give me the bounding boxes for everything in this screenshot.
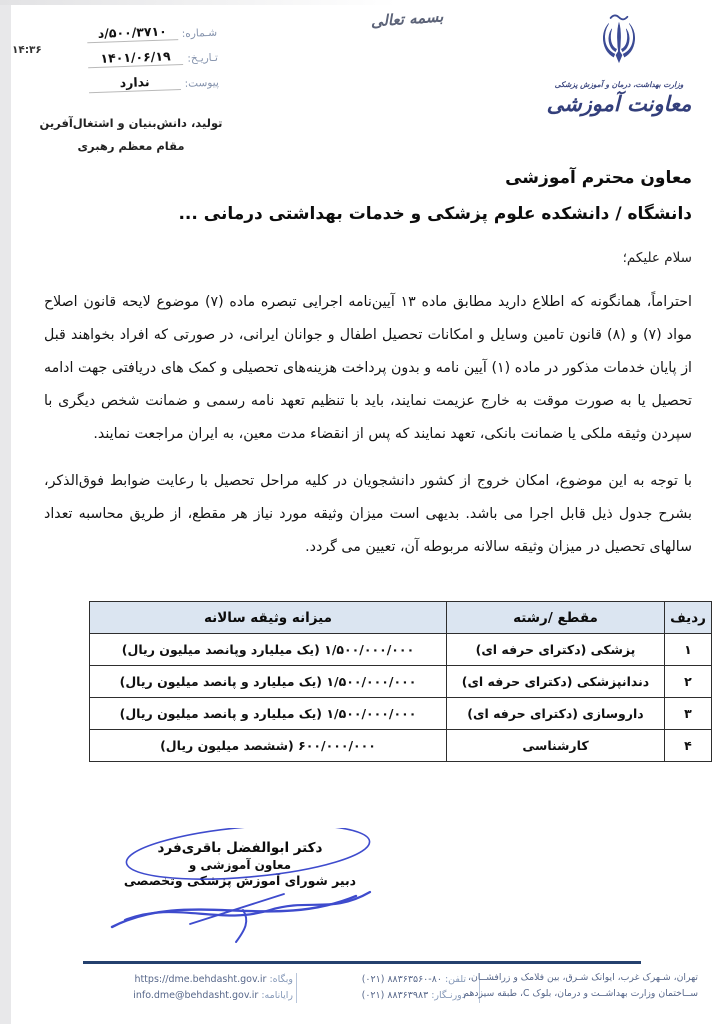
table-row [90,730,712,762]
signer-name: دکتر ابوالفضل باقری‌فرد [157,840,323,856]
letter-date-row [88,47,219,69]
col-header-degree: مقطع /رشته [447,602,665,634]
letter-attachment-row [88,72,219,94]
signer-title-1: معاون آموزشی و [188,858,292,872]
footer-web-column [85,972,293,1003]
scan-edge [0,0,11,1024]
body-paragraph-2: با توجه به این موضوع، امکان خروج از کشور دانشجویان در کلیه مراحل تحصیل با رعایت ضوابط فوق‌الذکر، بشرح جدول ذیل قابل اجرا می باشد. بدیهی است میزان وثیقه مورد نیاز هر مقطع، از طریق محاسبه تعداد سالهای تحصیل در میزان وثیقه سالانه مربوطه آن، تعیین می گردد. [44,473,692,555]
table-row [90,634,712,666]
table-row [90,666,712,698]
row-number: ۲ [665,666,712,698]
signature-block [95,840,385,888]
deputy-name: معاونت آموزشی [546,92,692,116]
col-header-row-number: ردیف [665,602,712,634]
phone-row [300,972,466,988]
degree-cell: کارشناسی [447,730,665,762]
recipient-block [30,160,692,232]
attachment-value: ندارد [88,73,180,93]
table-row [90,698,712,730]
scan-time: ۱۴:۳۶ [12,44,42,56]
row-number: ۱ [665,634,712,666]
footer-divider-rule [83,961,641,964]
fax-label: دورنـگار: [431,989,466,1001]
degree-cell: داروسازی (دکترای حرفه ای) [447,698,665,730]
recipient-line2: دانشگاه / دانشکده علوم پزشکی و خدمات بهداشتی درمانی ... [178,204,692,224]
scan-edge-top [0,0,397,5]
body-paragraph-1: احتراماً، همانگونه که اطلاع دارید مطابق ماده ۱۳ آیین‌نامه اجرایی تبصره ماده (۷) موضوع لایحه قانون اصلاح مواد (۷) و (۸) قانون تامین وسایل و امکانات تحصیل اطفال و جوانان ایرانی، در صورتی که افراد بخواهند قبل از پایان خدمات مذکور در ماده (۱) آیین نامه و بدون پرداخت هزینه‌های تحصیلی و کمک های دریافتی جهت ادامه تحصیل یا به صورت موقت به خارج عزیمت نمایند، باید با تنظیم تعهد نامه رسمی و ضمانت شخص دیگری با سپردن وثیقه ملکی یا ضمانت بانکی، تعهد نمایند که پس از انقضاء مدت معین، به ایران مراجعت نمایند. [44,294,692,442]
iran-emblem-icon [589,12,649,78]
amount-cell: ۱/۵۰۰/۰۰۰/۰۰۰ (یک میلیارد و پانصد میلیون ریال) [90,698,447,730]
footer-phone-column [300,972,466,1003]
email-label: رایانامه: [261,989,293,1001]
email-row [85,988,293,1004]
email-value: info.dme@behdasht.gov.ir [133,989,259,1001]
phone-label: تلفن: [444,974,466,985]
degree-cell: پزشکی (دکترای حرفه ای) [447,634,665,666]
footer-address-column [463,970,698,1001]
amount-cell: ۱/۵۰۰/۰۰۰/۰۰۰ (یک میلیارد وپانصد میلیون ریال) [90,634,447,666]
amount-cell: ۶۰۰/۰۰۰/۰۰۰ (ششصد میلیون ریال) [90,730,447,762]
footer-column-divider [296,973,297,1003]
slogan-line1: تولید، دانش‌بنیان و اشتغال‌آفرین [39,116,223,130]
slogan-line2: مقام معظم رهبری [77,139,185,153]
website-value: https://dme.behdasht.gov.ir [134,974,267,985]
letter-number-row [87,22,218,44]
table-header-row [90,602,712,634]
signer-title-2: دبیر شورای آموزش پزشکی وتخصصی [123,873,357,888]
date-value: ۱۴۰۱/۰۶/۱۹ [88,48,184,68]
bismillah-text: بسمه تعالی [370,7,444,31]
row-number: ۳ [665,698,712,730]
attachment-label: پیوست: [184,76,219,90]
row-number: ۴ [665,730,712,762]
degree-cell: دندانپزشکی (دکترای حرفه ای) [447,666,665,698]
letter-body [44,286,692,578]
website-row [85,972,293,988]
year-slogan [36,112,226,158]
number-value: ۵۰۰/۳۷۱۰/د [87,23,178,43]
fax-row [300,988,466,1004]
address-line1: تهران، شـهرک غرب، ایوانک شـرق، بین فلامک و زرافشــان، [467,972,698,983]
col-header-amount: میزانه وثیقه سالانه [90,602,447,634]
date-label: تـاریـخ: [187,51,219,65]
address-line2: ســاختمان وزارت بهداشــت و درمان، بلوک C، طبقه سیزدهم [463,987,698,999]
ministry-name: وزارت بهداشت، درمان و آموزش پزشکی [554,80,684,89]
fax-value: ۸۸۳۶۳۹۸۳ (۰۲۱) [361,989,429,1001]
letter-meta [87,22,220,101]
salutation: سلام علیکم؛ [622,250,692,266]
recipient-line1: معاون محترم آموزشی [505,168,692,188]
amount-cell: ۱/۵۰۰/۰۰۰/۰۰۰ (یک میلیارد و پانصد میلیون ریال) [90,666,447,698]
number-label: شـماره: [181,26,218,40]
phone-value: ۸۰-۸۸۳۶۳۵۶۰ (۰۲۱) [361,974,442,985]
website-label: وبگاه: [269,974,293,985]
surety-amount-table [89,601,712,762]
